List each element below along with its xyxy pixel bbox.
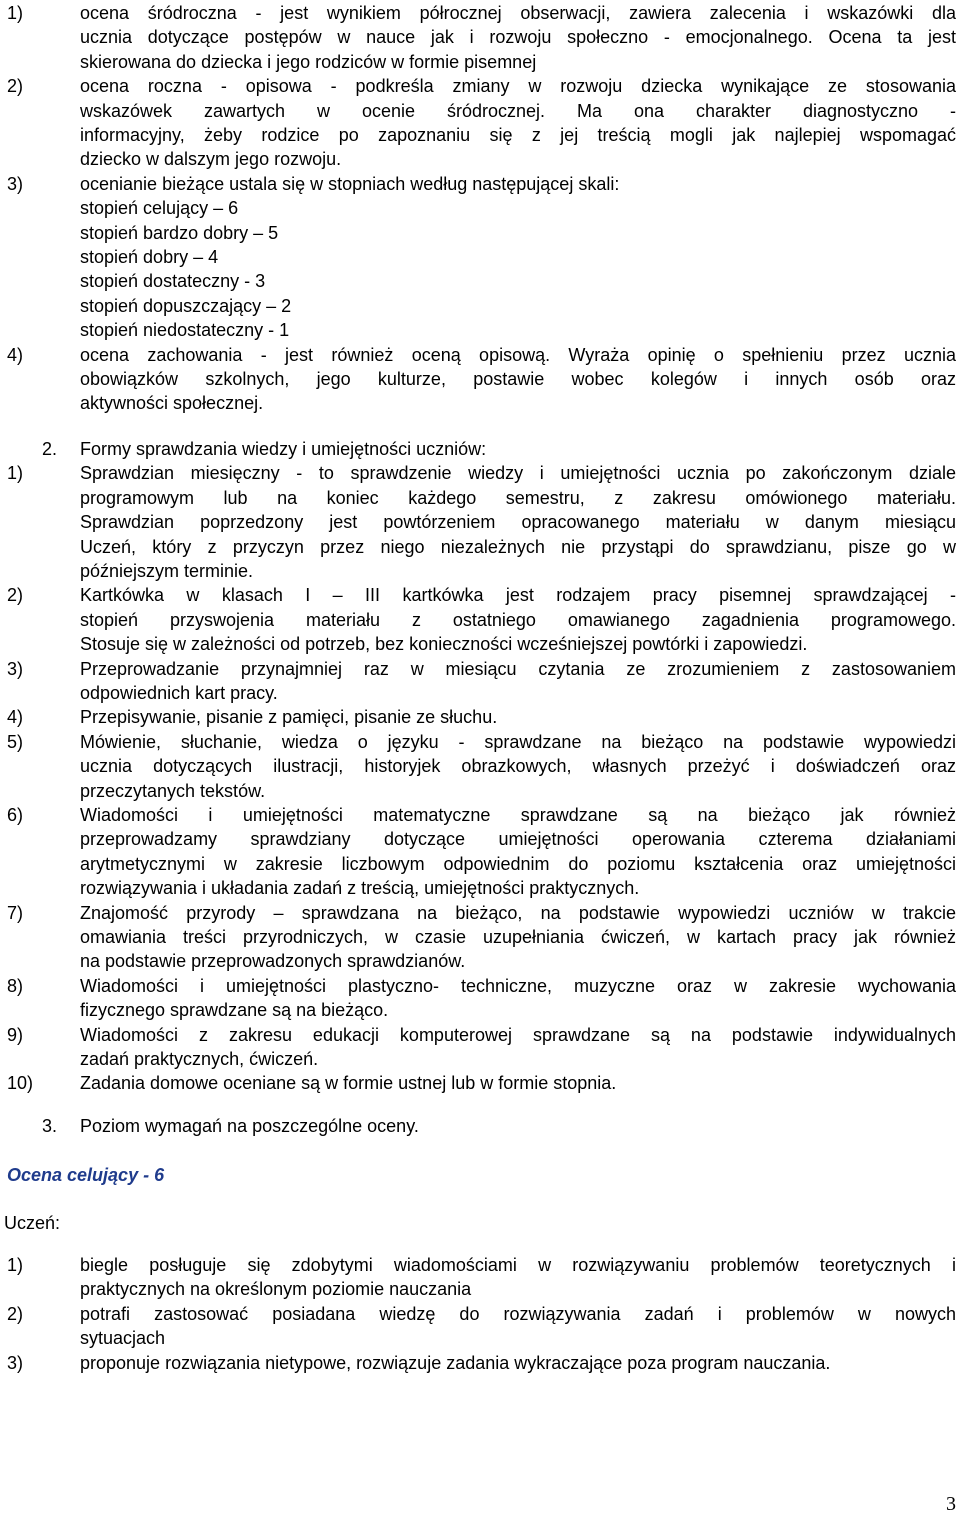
grade-scale-line: stopień dostateczny - 3 xyxy=(80,271,266,292)
text-line: ocenianie bieżące ustala się w stopniach według następującej skali: xyxy=(80,173,620,194)
text-line: ucznia dotyczące postępów w nauce jak i rozwoju społeczno - emocjonalnego. Ocena ta jest xyxy=(80,27,956,48)
text-line: informacyjny, żeby rodzice po zapoznaniu się z jej treścią mogli jak najlepiej wspomagać xyxy=(80,125,956,145)
text-line: potrafi zastosować posiadana wiedzę do rozwiązywania zadań i problemów w nowych xyxy=(80,1303,956,1324)
list-item xyxy=(7,730,956,803)
list-number: 1) xyxy=(7,463,24,484)
text-line: aktywności społecznej. xyxy=(80,393,264,414)
text-line: ocena zachowania - jest również oceną opisową. Wyraża opinię o spełnieniu przez ucznia xyxy=(80,344,956,365)
grade-scale-line: stopień dopuszczający – 2 xyxy=(80,295,292,316)
list-number: 10) xyxy=(7,1073,34,1094)
list-item-text xyxy=(80,1253,956,1302)
list-item xyxy=(7,1253,956,1302)
text-line: Stosuje się w zależności od potrzeb, bez konieczności wcześniejszej powtórki i zapowiedzi. xyxy=(80,634,808,655)
list-number: 8) xyxy=(7,975,24,996)
list-item-text xyxy=(80,730,956,803)
list-item xyxy=(7,74,956,172)
list-number: 6) xyxy=(7,805,24,825)
list-item-text xyxy=(80,461,956,583)
list-item xyxy=(7,1302,956,1351)
section-heading: Poziom wymagań na poszczególne oceny. xyxy=(80,1116,419,1136)
text-line: Znajomość przyrody – sprawdzana na bieżąco, na podstawie wypowiedzi uczniów w trakcie xyxy=(80,902,956,923)
text-line: biegle posługuje się zdobytymi wiadomościami w rozwiązywaniu problemów teoretycznych i xyxy=(80,1255,956,1275)
text-line: obowiązków szkolnych, jego kulturze, postawie wobec kolegów i innych osób oraz xyxy=(80,369,956,389)
text-line: Wiadomości i umiejętności matematyczne sprawdzane są na bieżąco jak również xyxy=(80,805,956,825)
list-number: 4) xyxy=(7,707,24,728)
text-line: Wiadomości i umiejętności plastyczno- techniczne, muzyczne oraz w zakresie wychowania xyxy=(80,975,956,996)
page-number: 3 xyxy=(946,1492,956,1515)
grade-title: Ocena celujący - 6 xyxy=(7,1165,165,1185)
text-line: praktycznych na określonym poziomie nauczania xyxy=(80,1279,472,1300)
list-item-text xyxy=(80,705,956,729)
list-item xyxy=(7,1071,956,1095)
text-line: wskazówek zawartych w ocenie śródrocznej. Ma ona charakter diagnostyczno - xyxy=(80,100,956,121)
list-item-text xyxy=(80,1,956,74)
text-line: Uczeń, który z przyczyn przez niego niezależnych nie przystąpi do sprawdzianu, pisze go w xyxy=(80,536,956,557)
list-number: 2) xyxy=(7,76,24,97)
text-line: ocena śródroczna - jest wynikiem półrocznej obserwacji, zawiera zalecenia i wskazówki dla xyxy=(80,3,956,23)
grade-scale-line: stopień celujący – 6 xyxy=(80,198,239,219)
text-line: na podstawie przeprowadzonych sprawdzianów. xyxy=(80,951,466,972)
list-item xyxy=(7,461,956,583)
text-line: późniejszym terminie. xyxy=(80,561,254,582)
text-line: ocena roczna - opisowa - podkreśla zmiany w rozwoju dziecka wynikające ze stosowania xyxy=(80,76,956,97)
text-line: Sprawdzian miesięczny - to sprawdzenie wiedzy i umiejętności ucznia po zakończonym dziale xyxy=(80,463,956,484)
list-item-text xyxy=(80,583,956,656)
text-line: Przeprowadzanie przynajmniej raz w miesiącu czytania ze zrozumieniem z zastosowaniem xyxy=(80,658,956,679)
list-item-text xyxy=(80,974,956,1023)
text-line: Przepisywanie, pisanie z pamięci, pisanie ze słuchu. xyxy=(80,707,498,728)
list-item xyxy=(7,343,956,416)
list-number: 9) xyxy=(7,1024,24,1045)
list-number: 1) xyxy=(7,1255,24,1275)
text-line: odpowiednich kart pracy. xyxy=(80,683,278,703)
student-label: Uczeń: xyxy=(4,1213,61,1233)
grade-scale-line: stopień dobry – 4 xyxy=(80,247,219,267)
text-line: skierowana do dziecka i jego rodziców w formie pisemnej xyxy=(80,51,537,72)
list-item xyxy=(7,172,956,196)
grade-scale-line: stopień niedostateczny - 1 xyxy=(80,320,290,341)
list-item xyxy=(7,1023,956,1072)
section-number: 2. xyxy=(42,439,58,459)
text-line: dziecko w dalszym jego rozwoju. xyxy=(80,149,342,170)
section-heading: Formy sprawdzania wiedzy i umiejętności uczniów: xyxy=(80,439,487,459)
list-item xyxy=(7,803,956,901)
list-item-text xyxy=(80,901,956,974)
list-item-text xyxy=(80,343,956,416)
list-number: 5) xyxy=(7,731,24,752)
list-item xyxy=(7,974,956,1023)
list-item xyxy=(7,657,956,706)
text-line: Wiadomości z zakresu edukacji komputerowej sprawdzane są na podstawie indywidualnych xyxy=(80,1024,956,1045)
text-line: Kartkówka w klasach I – III kartkówka jest rodzajem pracy pisemnej sprawdzającej - xyxy=(80,585,956,606)
text-line: Zadania domowe oceniane są w formie ustnej lub w formie stopnia. xyxy=(80,1073,617,1094)
text-line: arytmetycznymi w zakresie liczbowym odpowiednim do poziomu kształcenia oraz umiejętności xyxy=(80,853,956,874)
list-item-text xyxy=(80,1302,956,1351)
text-line: ucznia dotyczących ilustracji, historyjek obrazkowych, własnych przeżyć i doświadczeń oraz xyxy=(80,756,956,777)
list-item xyxy=(7,901,956,974)
list-number: 2) xyxy=(7,585,24,606)
text-line: programowym lub na koniec każdego semestru, z zakresu omówionego materiału. xyxy=(80,487,956,508)
list-item-text xyxy=(80,1071,956,1095)
text-line: proponuje rozwiązania nietypowe, rozwiązuje zadania wykraczające poza program nauczania. xyxy=(80,1352,831,1373)
list-item xyxy=(7,583,956,656)
text-line: omawiania treści przyrodniczych, w czasie uzupełniania ćwiczeń, w kartach pracy jak również xyxy=(80,927,956,947)
list-number: 1) xyxy=(7,3,24,23)
text-line: stopień przyswojenia materiału z ostatniego omawianego zagadnienia programowego. xyxy=(80,609,956,630)
list-number: 4) xyxy=(7,344,24,365)
list-number: 2) xyxy=(7,1303,24,1324)
list-item-text xyxy=(80,657,956,706)
list-number: 3) xyxy=(7,173,24,194)
list-item-text xyxy=(80,74,956,172)
text-line: Mówienie, słuchanie, wiedza o języku - sprawdzane na bieżąco na podstawie wypowiedzi xyxy=(80,731,956,752)
text-line: Sprawdzian poprzedzony jest powtórzeniem opracowanego materiału w danym miesiącu xyxy=(80,512,956,533)
list-item-text xyxy=(80,1351,956,1375)
list-item-text xyxy=(80,172,956,196)
list-item-text xyxy=(80,1023,956,1072)
text-line: rozwiązywania i układania zadań z treścią, umiejętności praktycznych. xyxy=(80,878,640,899)
section-number: 3. xyxy=(42,1116,58,1136)
list-item-text xyxy=(80,803,956,901)
list-number: 3) xyxy=(7,1352,24,1373)
grade-scale-line: stopień bardzo dobry – 5 xyxy=(80,222,279,243)
list-number: 7) xyxy=(7,902,24,923)
text-line: fizycznego sprawdzane są na bieżąco. xyxy=(80,1000,389,1021)
list-number: 3) xyxy=(7,658,24,679)
text-line: przeprowadzamy sprawdziany dotyczące umiejętności operowania czterema działaniami xyxy=(80,829,956,850)
text-line: sytuacjach xyxy=(80,1328,166,1349)
list-item xyxy=(7,705,956,729)
list-item xyxy=(7,1,956,74)
text-line: przeczytanych tekstów. xyxy=(80,780,266,801)
text-line: zadań praktycznych, ćwiczeń. xyxy=(80,1049,319,1069)
list-item xyxy=(7,1351,956,1375)
